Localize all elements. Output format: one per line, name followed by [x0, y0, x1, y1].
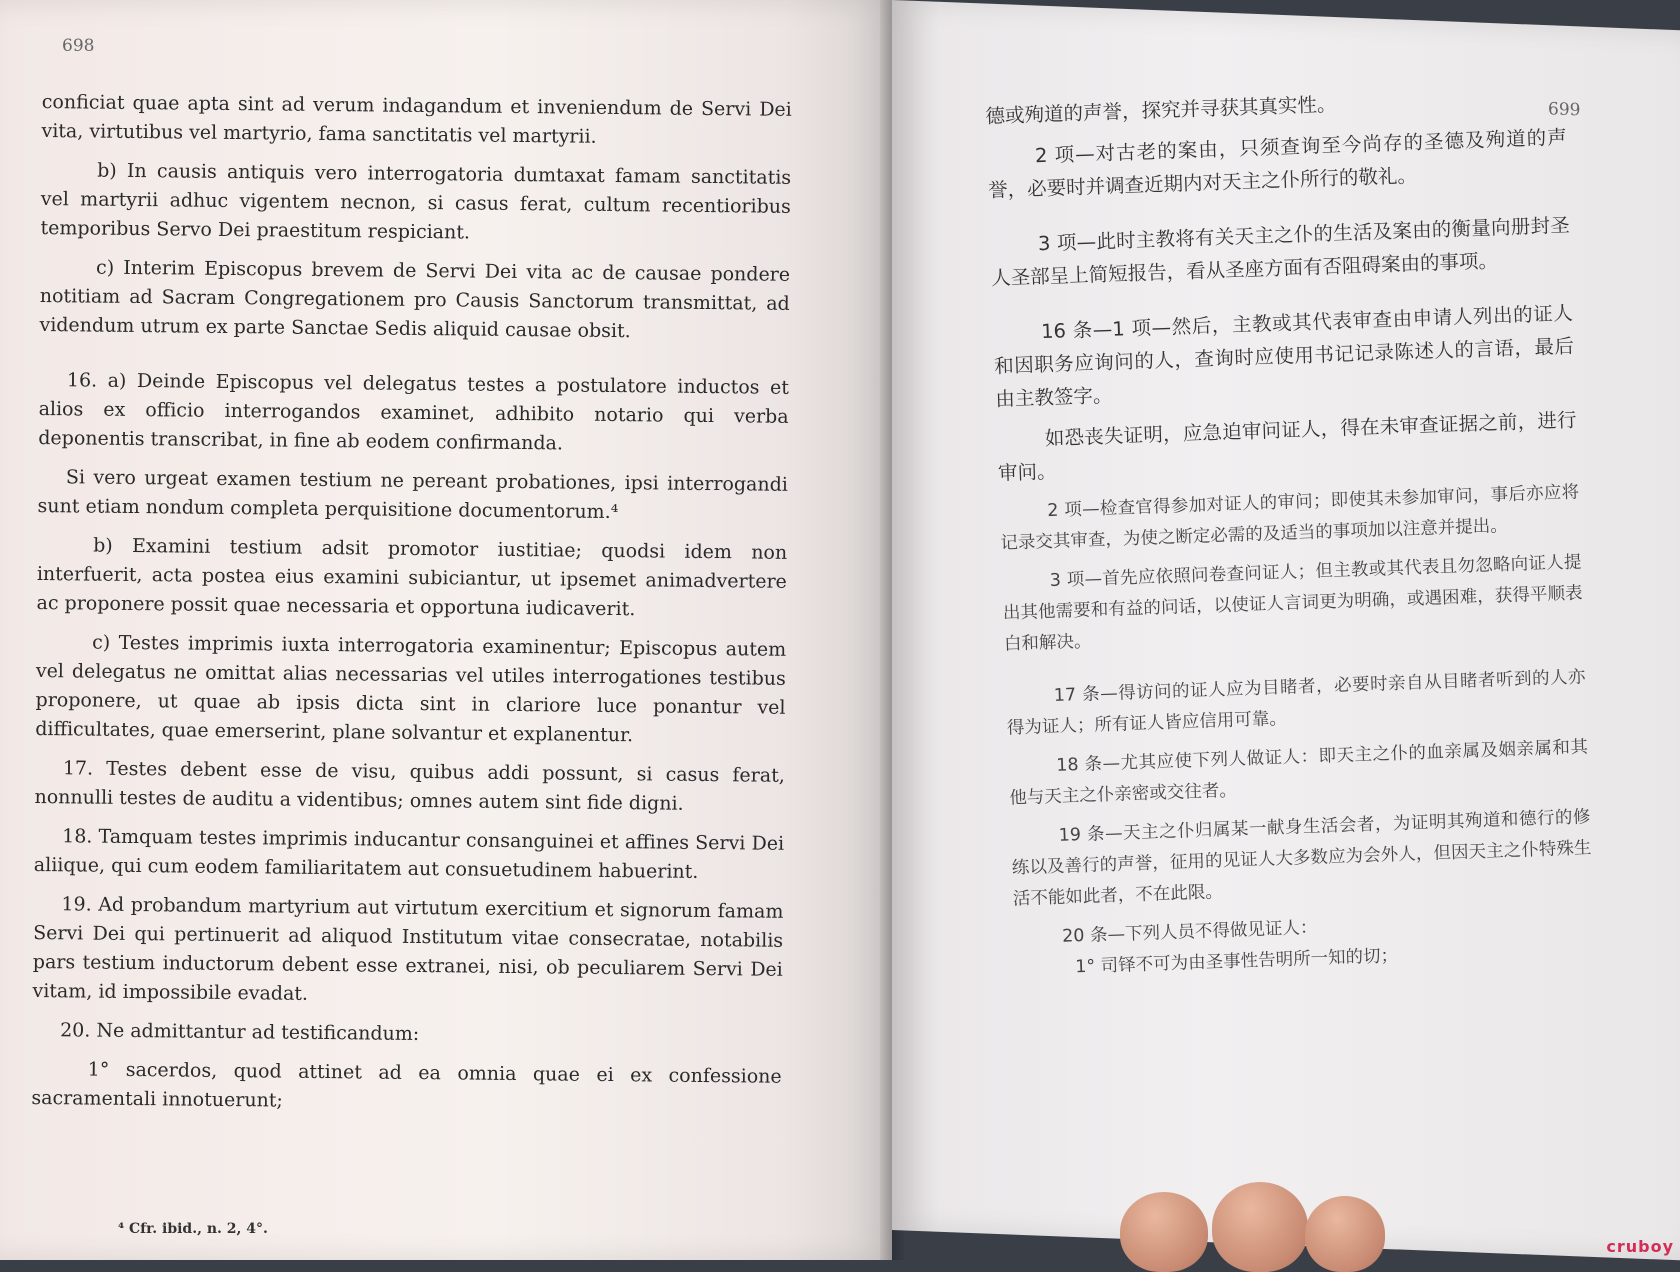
paragraph: conficiat quae apta sint ad verum indagandum et inveniendum de Servi Dei vita, virtutibus vel martyrio, fama sanctitatis vel martyrii. — [41, 90, 792, 148]
paragraph: 16. a) Deinde Episcopus vel delegatus testes a postulatore inductos et alios ex officio interrogandos examinet, adhibito notario qui verba deponentis transcribat, in fine ab eodem confirmanda. — [38, 369, 790, 455]
finger-photo-artifact — [1120, 1192, 1208, 1272]
finger-photo-artifact — [1305, 1196, 1385, 1272]
watermark: cruboy — [1606, 1237, 1674, 1256]
left-page-number: 698 — [62, 36, 95, 56]
paragraph: 1° sacerdos, quod attinet ad ea omnia quae ei ex confessione sacramentali innotuerunt; — [31, 1058, 782, 1112]
paragraph: Si vero urgeat examen testium ne pereant probationes, ipsi interrogandi sunt etiam nondum completa perquisitione documentorum.⁴ — [37, 466, 789, 524]
paragraph: b) In causis antiquis vero interrogatoria dumtaxat famam sanctitatis vel martyrii adhuc vigentem necnon, si casus ferat, cultum recentioribus temporibus Servo Dei praestitum respiciant. — [40, 159, 792, 244]
paragraph: 17. Testes debent esse de visu, quibus addi possunt, si casus ferat, nonnulli testes de auditu a videntibus; omnes autem sint fide digni. — [34, 757, 785, 815]
paragraph: c) Testes imprimis iuxta interrogatoria examinentur; Episcopus autem vel delegatus ne omittat alias necessarias vel utiles interrogationes testibus proponere, ut quae ab ipsis dicta sint in clariore luce ponantur vel difficultates, quae emerserint, plane solvantur et explanentur. — [35, 631, 787, 747]
paragraph: 1° 司铎不可为由圣事性告明所一知的切； — [1074, 946, 1399, 978]
paragraph: b) Examini testium adsit promotor iustitiae; quodsi idem non interfuerit, acta postea eius examini subiciantur, ut ipsemet animadvertere ac proponere possit quae necessaria et opportuna iudicaverit. — [36, 534, 788, 621]
paragraph: 20 条—下列人员不得做见证人： — [1061, 917, 1318, 947]
paragraph: 20. Ne admittantur ad testificandum: — [60, 1019, 420, 1046]
paragraph: 16 条—1 项—然后，主教或其代表审查由申请人列出的证人和因职务应询问的人，查询时应使用书记记录陈述人的言语，最后由主教签字。 — [993, 301, 1575, 411]
footnote: ⁴ Cfr. ibid., n. 2, 4°. — [118, 1221, 268, 1237]
paragraph: 3 项—此时主教将有关天主之仆的生活及案由的衡量向册封圣人圣部呈上简短报告，看从圣座方面有否阻碍案由的事项。 — [990, 213, 1571, 290]
left-page-text — [31, 88, 792, 1131]
paragraph: 3 项—首先应依照问卷查问证人；但主教或其代表且勿忽略向证人提出其他需要和有益的问话，以使证人言词更为明确，或遇困难，获得平顺表白和解决。 — [1002, 552, 1583, 655]
paragraph: 18 条—尤其应使下列人做证人：即天主之仆的血亲属及姻亲属和其他与天主之仆亲密或交往者。 — [1009, 737, 1589, 809]
paragraph: 2 项—检查官得参加对证人的审问；即使其未参加审问，事后亦应将记录交其审查，为使之断定必需的及适当的事项加以注意并提出。 — [1000, 482, 1580, 554]
right-page-text — [985, 80, 1596, 1008]
paragraph: 如恐丧失证明，应急迫审问证人，得在未审查证据之前，进行审问。 — [997, 408, 1577, 485]
paragraph: 德或殉道的声誉，探究并寻获其真实性。 — [985, 92, 1337, 128]
paragraph: 2 项—对古老的案由，只须查询至今尚存的圣德及殉道的声誉，必要时并调查近期内对天主之仆所行的敬礼。 — [987, 125, 1568, 202]
paragraph: 18. Tamquam testes imprimis inducantur consanguinei et affines Servi Dei aliique, qui cum eodem familiaritatem aut consuetudinem habuerint. — [33, 825, 785, 883]
paragraph: 19 条—天主之仆归属某一献身生活会者，为证明其殉道和德行的修练以及善行的声誉，征用的见证人大多数应为会外人，但因天主之仆特殊生活不能如此者，不在此限。 — [1011, 807, 1592, 910]
paragraph: c) Interim Episcopus brevem de Servi Dei vita ac de causae pondere notitiam ad Sacram Congregationem pro Causis Sanctorum transmittat, ad videndum utrum ex parte Sanctae Sedis aliquid causae obsit. — [39, 256, 791, 343]
paragraph: 17 条—得访问的证人应为目睹者，必要时亲自从目睹者听到的人亦得为证人；所有证人皆应信用可靠。 — [1006, 667, 1586, 739]
right-page-number: 699 — [1548, 99, 1581, 121]
finger-photo-artifact — [1212, 1182, 1308, 1272]
paragraph: 19. Ad probandum martyrium aut virtutum exercitium et signorum famam Servi Dei qui pertinuerit ad aliquod Institutum vitae consecratae, notabilis pars testium inductorum debent esse extranei, nisi, ob peculiarem Servi Dei vitam, id impossibile evadat. — [32, 893, 784, 1005]
